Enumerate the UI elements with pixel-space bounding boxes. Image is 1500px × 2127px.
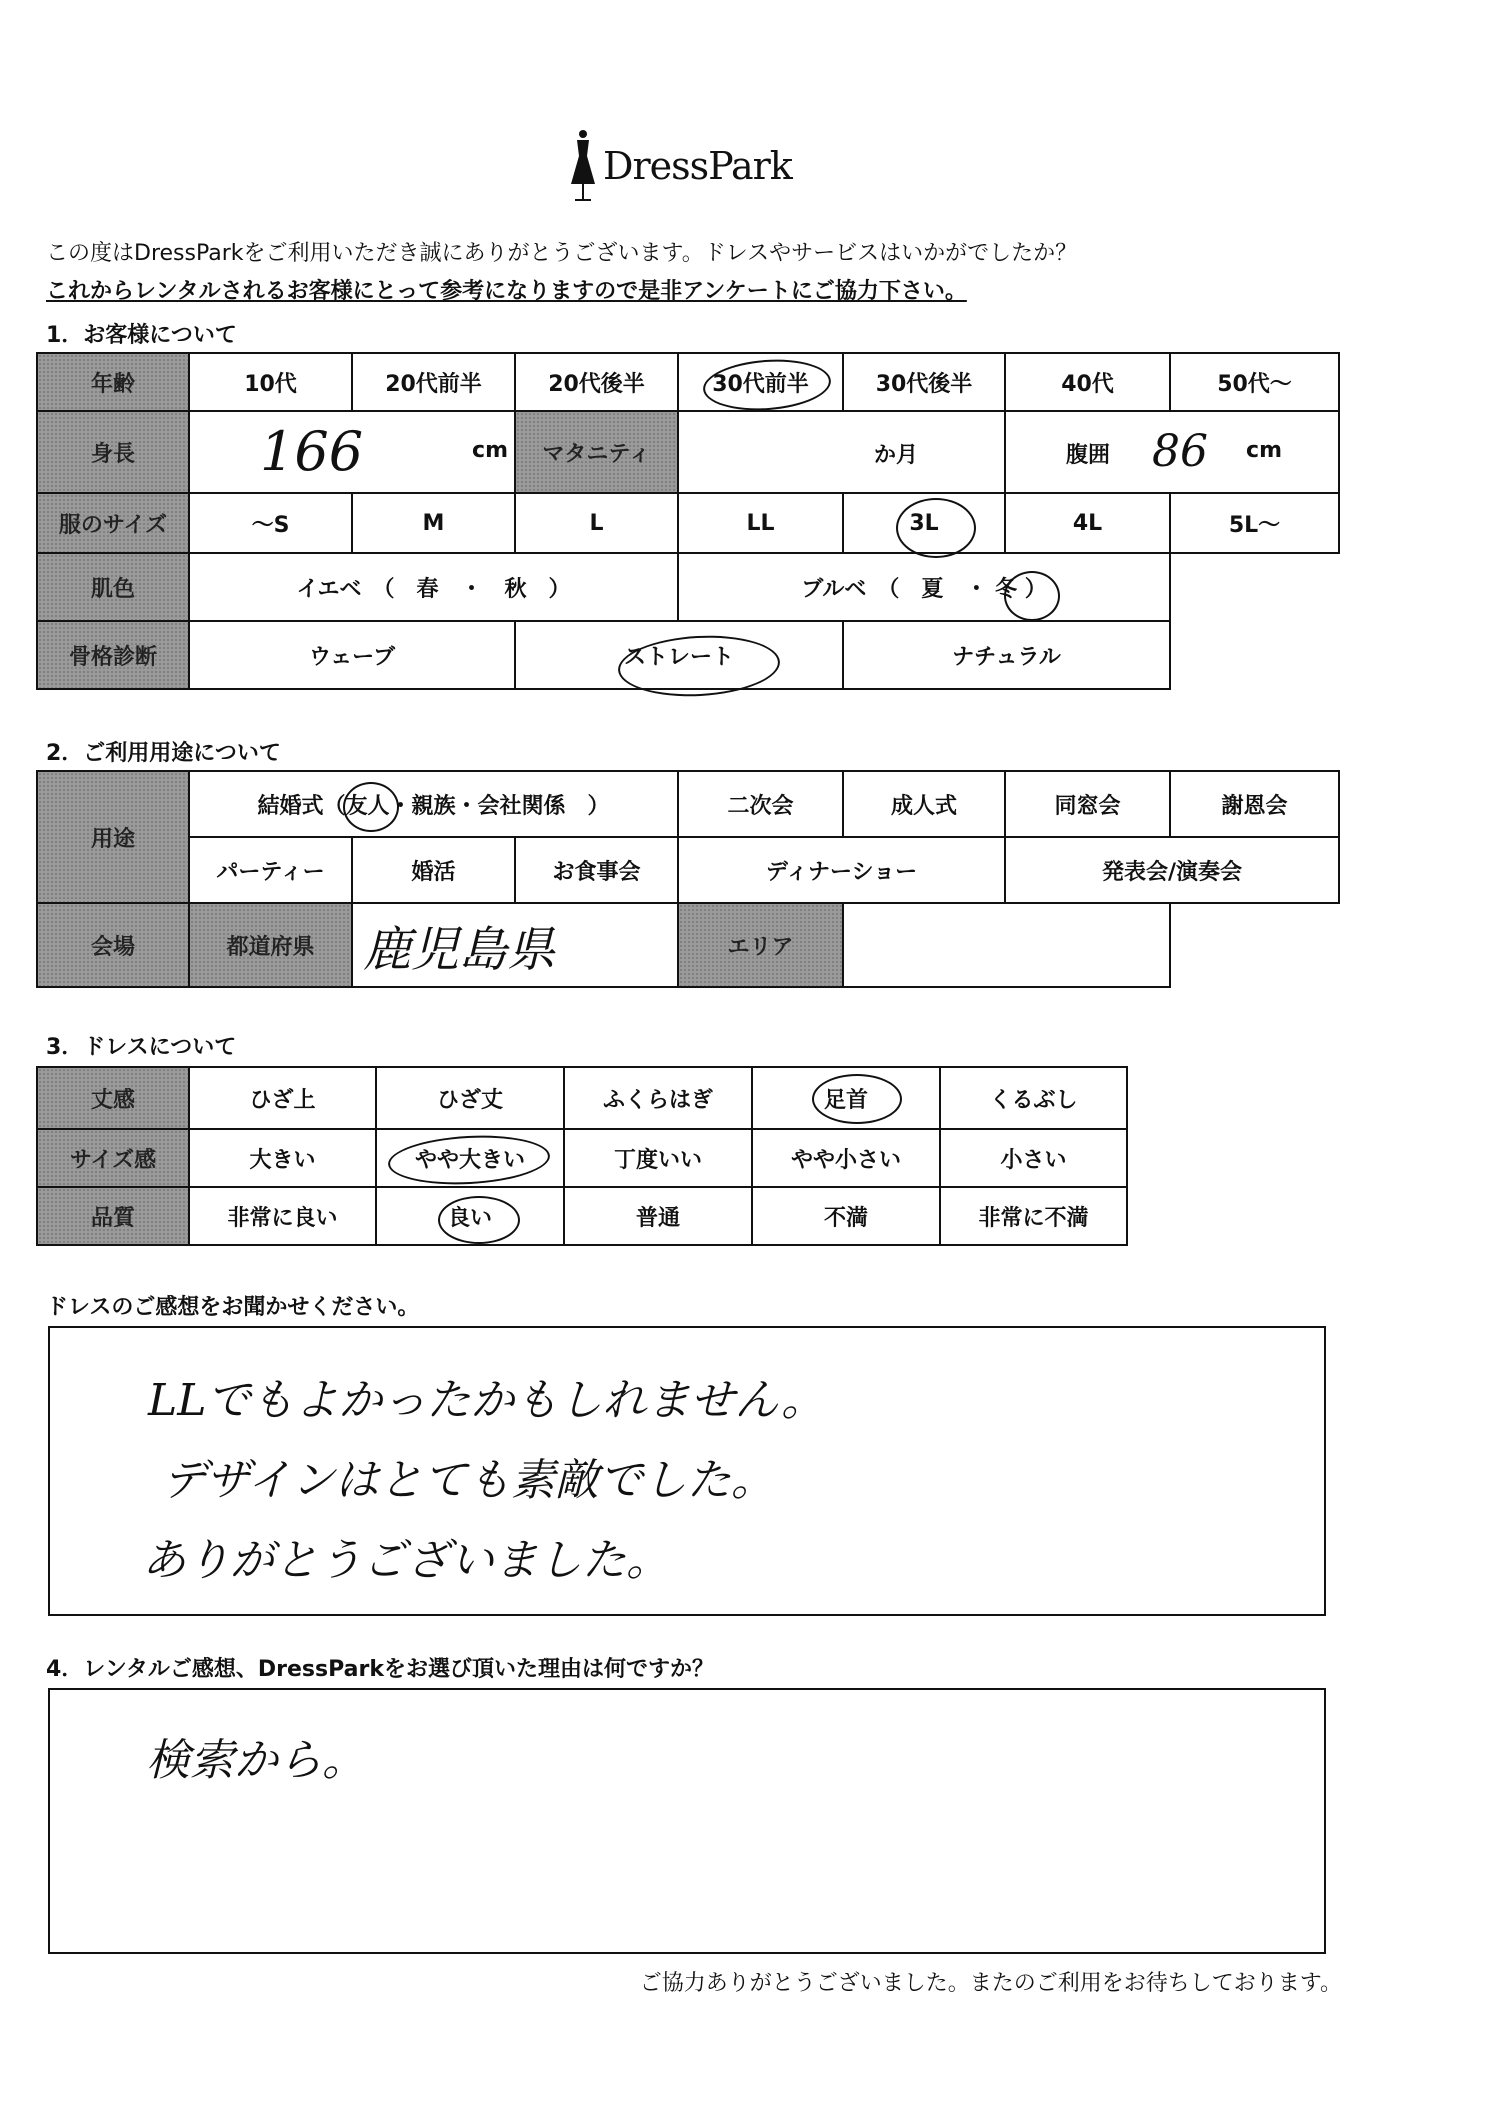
purpose-option[interactable]: 成人式 [843, 771, 1005, 837]
length-option[interactable]: くるぶし [940, 1067, 1127, 1129]
wedding-prefix: 結婚式（ [257, 793, 346, 819]
size-option[interactable]: M [352, 493, 515, 553]
dresspark-logo [565, 128, 805, 208]
frame-option[interactable]: ウェーブ [189, 621, 515, 689]
prefecture-value[interactable] [352, 903, 678, 987]
quality-option[interactable]: 非常に良い [189, 1187, 376, 1245]
size-option[interactable]: 4L [1005, 493, 1170, 553]
fit-option-selected[interactable]: やや大きい [376, 1129, 564, 1187]
age-option[interactable]: 30代後半 [843, 353, 1005, 411]
fit-option[interactable]: 丁度いい [564, 1129, 752, 1187]
section1-title: 1．お客様について [46, 323, 237, 348]
skin-label: 肌色 [37, 553, 189, 621]
waist-label: 腹囲 [1066, 443, 1111, 468]
length-option[interactable]: ひざ上 [189, 1067, 376, 1129]
age-label: 年齢 [37, 353, 189, 411]
length-option[interactable]: ひざ丈 [376, 1067, 564, 1129]
skin-winter-selected[interactable]: 冬 [995, 576, 1018, 602]
impression-line: LLでもよかったかもしれません。 [148, 1375, 826, 1426]
age-option-selected[interactable]: 30代前半 [678, 353, 843, 411]
fit-option[interactable]: 小さい [940, 1129, 1127, 1187]
purpose-option[interactable]: お食事会 [515, 837, 678, 903]
impression-line: ありがとうございました。 [142, 1535, 670, 1586]
size-option[interactable]: 5L～ [1170, 493, 1339, 553]
blank-cell [1170, 621, 1339, 689]
height-unit: cm [472, 438, 508, 463]
section4-title: 4．レンタルご感想、DressParkをお選び頂いた理由は何ですか？ [46, 1657, 714, 1682]
age-option[interactable]: 20代後半 [515, 353, 678, 411]
wedding-option[interactable] [189, 771, 678, 837]
size-option-selected[interactable]: 3L [843, 493, 1005, 553]
length-label: 丈感 [37, 1067, 189, 1129]
waist-value: 86 [1152, 426, 1208, 477]
section3-title: 3．ドレスについて [46, 1035, 237, 1060]
length-option-selected[interactable]: 足首 [752, 1067, 940, 1129]
height-value: 166 [260, 420, 364, 483]
purpose-option[interactable]: 婚活 [352, 837, 515, 903]
quality-option[interactable]: 非常に不満 [940, 1187, 1127, 1245]
purpose-option[interactable]: パーティー [189, 837, 352, 903]
reason-box[interactable] [48, 1688, 1326, 1954]
purpose-table [36, 770, 1340, 988]
customer-table [36, 352, 1340, 690]
fit-option[interactable]: 大きい [189, 1129, 376, 1187]
size-option[interactable]: ～S [189, 493, 352, 553]
waist-unit: cm [1246, 438, 1282, 463]
quality-label: 品質 [37, 1187, 189, 1245]
purpose-label: 用途 [37, 771, 189, 903]
dress-table [36, 1066, 1128, 1246]
age-option[interactable]: 40代 [1005, 353, 1170, 411]
impression-line: デザインはとても素敵でした。 [162, 1455, 775, 1506]
impression-prompt: ドレスのご感想をお聞かせください。 [46, 1295, 420, 1320]
maternity-cell[interactable] [678, 411, 1005, 493]
skin-blue-prefix: ブルベ （ 夏 ・ [801, 576, 988, 602]
skin-yellow[interactable]: イエベ （ 春 ・ 秋 ） [189, 553, 678, 621]
blank-cell [1170, 903, 1339, 987]
purpose-option[interactable]: 同窓会 [1005, 771, 1170, 837]
intro-text: この度はDressParkをご利用いただき誠にありがとうございます。ドレスやサービスはいかがでしたか？ [46, 241, 1078, 266]
fit-option[interactable]: やや小さい [752, 1129, 940, 1187]
size-option[interactable]: L [515, 493, 678, 553]
age-option[interactable]: 20代前半 [352, 353, 515, 411]
frame-option[interactable]: ナチュラル [843, 621, 1170, 689]
area-value[interactable] [843, 903, 1170, 987]
height-cell[interactable] [189, 411, 515, 493]
waist-cell[interactable] [1005, 411, 1339, 493]
prefecture-handwritten: 鹿児島県 [363, 921, 556, 978]
length-option[interactable]: ふくらはぎ [564, 1067, 752, 1129]
maternity-label: マタニティ [515, 411, 678, 493]
purpose-option[interactable]: 二次会 [678, 771, 843, 837]
skin-blue-suffix: ） [1024, 576, 1047, 602]
quality-option[interactable]: 不満 [752, 1187, 940, 1245]
age-option[interactable]: 10代 [189, 353, 352, 411]
wedding-rest: ・親族・会社関係 ） [389, 793, 610, 819]
size-option[interactable]: LL [678, 493, 843, 553]
prefecture-label: 都道府県 [189, 903, 352, 987]
section2-title: 2．ご利用用途について [46, 741, 281, 766]
frame-label: 骨格診断 [37, 621, 189, 689]
height-label: 身長 [37, 411, 189, 493]
quality-option-selected[interactable]: 良い [376, 1187, 564, 1245]
quality-option[interactable]: 普通 [564, 1187, 752, 1245]
footer-thanks: ご協力ありがとうございました。またのご利用をお待ちしております。 [639, 1971, 1342, 1996]
purpose-option[interactable]: 謝恩会 [1170, 771, 1339, 837]
wedding-friend-selected[interactable]: 友人 [345, 793, 390, 819]
maternity-unit: か月 [873, 443, 918, 468]
intro-request: これからレンタルされるお客様にとって参考になりますので是非アンケートにご協力下さい。 [46, 279, 967, 304]
venue-label: 会場 [37, 903, 189, 987]
age-option[interactable]: 50代～ [1170, 353, 1339, 411]
blank-cell [1170, 553, 1339, 621]
area-label: エリア [678, 903, 843, 987]
frame-option-selected[interactable]: ストレート [515, 621, 843, 689]
fit-label: サイズ感 [37, 1129, 189, 1187]
purpose-option[interactable]: ディナーショー [678, 837, 1005, 903]
purpose-option[interactable]: 発表会/演奏会 [1005, 837, 1339, 903]
reason-answer: 検索から。 [146, 1735, 366, 1786]
impression-box[interactable] [48, 1326, 1326, 1616]
dress-form-icon [565, 128, 601, 204]
brand-name: DressPark [603, 144, 792, 188]
size-label: 服のサイズ [37, 493, 189, 553]
skin-blue[interactable] [678, 553, 1170, 621]
